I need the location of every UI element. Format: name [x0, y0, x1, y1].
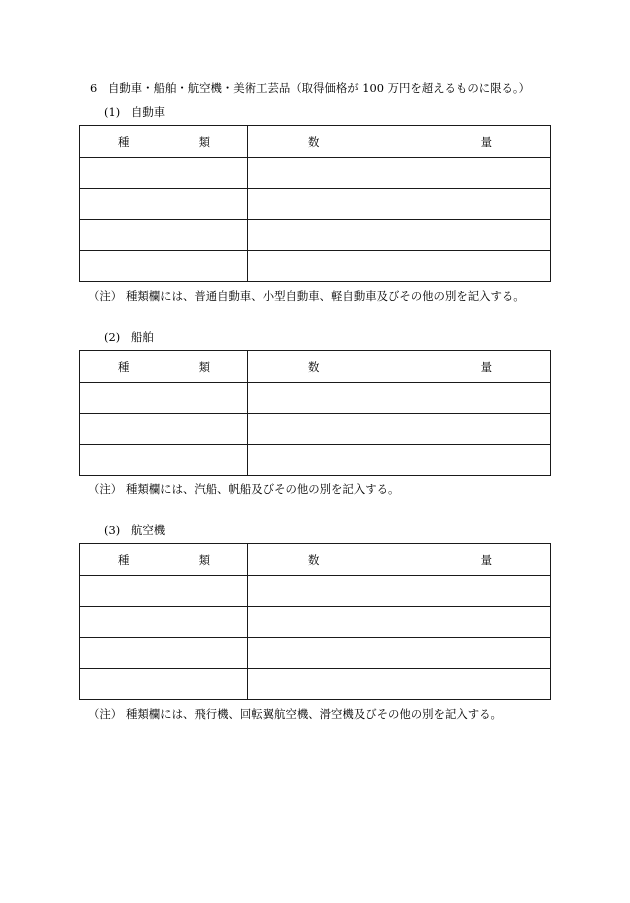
- kind-header-char: 種: [118, 359, 130, 374]
- kind-header-char: 類: [198, 552, 210, 567]
- subsection-title-ships: 船舶: [131, 330, 154, 344]
- quantity-cell: [248, 383, 550, 413]
- subsection-label-aircraft: (3): [104, 523, 121, 537]
- quantity-header-char: 量: [480, 134, 492, 149]
- quantity-header-char: 数: [308, 134, 320, 149]
- note-text: 種類欄には、普通自動車、小型自動車、軽自動車及びその他の別を記入する。: [126, 289, 525, 303]
- ships-table: [79, 350, 551, 476]
- kind-cell: [80, 445, 248, 475]
- table-row: [80, 606, 550, 637]
- table-row: [80, 382, 550, 413]
- vehicles-table: [79, 125, 551, 282]
- quantity-cell: [248, 189, 550, 219]
- aircraft-table: [79, 543, 551, 700]
- table-row: [80, 413, 550, 444]
- table-row: [80, 444, 550, 475]
- quantity-cell: [248, 414, 550, 444]
- note-prefix: （注）: [88, 482, 123, 496]
- kind-cell: [80, 607, 248, 637]
- table-row: [80, 250, 550, 281]
- subsection-title-vehicles: 自動車: [131, 105, 166, 119]
- quantity-header-char: 数: [308, 359, 320, 374]
- note-text: 種類欄には、汽船、帆船及びその他の別を記入する。: [126, 482, 400, 496]
- subsection-label-ships: (2): [104, 330, 121, 344]
- quantity-column-header: [248, 351, 550, 382]
- kind-cell: [80, 669, 248, 699]
- table-row: [80, 575, 550, 606]
- kind-column-header: [80, 351, 248, 382]
- table-row: [80, 668, 550, 699]
- table-row: [80, 637, 550, 668]
- table-header-row: [80, 126, 550, 157]
- table-row: [80, 157, 550, 188]
- table-header-row: [80, 544, 550, 575]
- kind-cell: [80, 414, 248, 444]
- table-row: [80, 219, 550, 250]
- note-prefix: （注）: [88, 707, 123, 721]
- quantity-column-header: [248, 126, 550, 157]
- section-title: 自動車・船舶・航空機・美術工芸品（取得価格が 100 万円を超えるものに限る。）: [108, 81, 530, 95]
- kind-header-char: 類: [198, 134, 210, 149]
- kind-cell: [80, 383, 248, 413]
- kind-header-char: 種: [118, 134, 130, 149]
- kind-column-header: [80, 126, 248, 157]
- note-text: 種類欄には、飛行機、回転翼航空機、滑空機及びその他の別を記入する。: [126, 707, 502, 721]
- kind-header-char: 種: [118, 552, 130, 567]
- section-number: 6: [90, 81, 98, 95]
- kind-column-header: [80, 544, 248, 575]
- quantity-cell: [248, 576, 550, 606]
- quantity-cell: [248, 158, 550, 188]
- kind-cell: [80, 189, 248, 219]
- quantity-cell: [248, 669, 550, 699]
- subsection-title-aircraft: 航空機: [131, 523, 166, 537]
- quantity-header-char: 量: [480, 552, 492, 567]
- kind-header-char: 類: [198, 359, 210, 374]
- kind-cell: [80, 220, 248, 250]
- quantity-cell: [248, 638, 550, 668]
- quantity-cell: [248, 251, 550, 281]
- table-row: [80, 188, 550, 219]
- quantity-cell: [248, 220, 550, 250]
- kind-cell: [80, 251, 248, 281]
- kind-cell: [80, 158, 248, 188]
- kind-cell: [80, 638, 248, 668]
- subsection-label-vehicles: (1): [104, 105, 121, 119]
- quantity-column-header: [248, 544, 550, 575]
- kind-cell: [80, 576, 248, 606]
- table-header-row: [80, 351, 550, 382]
- note-prefix: （注）: [88, 289, 123, 303]
- quantity-header-char: 量: [480, 359, 492, 374]
- quantity-cell: [248, 607, 550, 637]
- quantity-cell: [248, 445, 550, 475]
- quantity-header-char: 数: [308, 552, 320, 567]
